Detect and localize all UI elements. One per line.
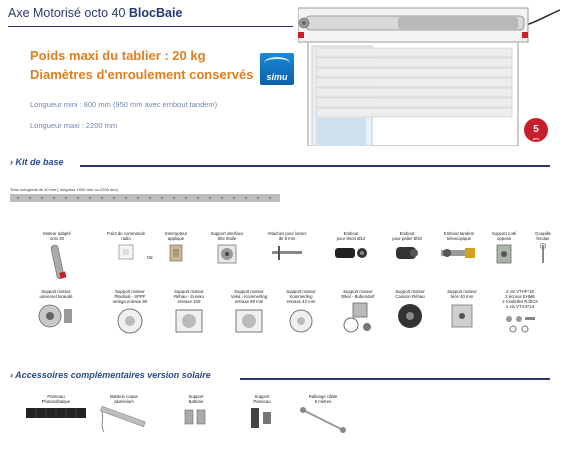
kit-item-plastival-support: Support moteur Plastival - SPPF oméga entraxe 90 [96,289,164,336]
acc-item-panel-support: Support Panneau [240,394,284,430]
end-cap-icon [333,243,369,263]
kit-item-kommerling-support: Support moteur Kommerling entraxe 42 mm [270,289,332,336]
page-title: Axe Motorisé octo 40 BlocBaie [8,6,183,20]
veka-support-icon [232,306,266,336]
plastival-support-icon [113,306,147,336]
title-row [8,6,293,28]
screws-icon [503,311,537,335]
acc-item-solar-panel: Panneau Photovoltaïque [24,394,88,420]
title-underline [8,26,293,27]
tece-support-icon [447,301,477,331]
kit-item-opposite-support: Support coté opposé [486,231,522,265]
pin-icon [538,243,548,265]
window-illustration [298,6,560,146]
octagonal-tube-icon [10,194,280,202]
kit-item-star-support: Support interface tête étoile [202,231,252,265]
spec-length-min: Longueur mini : 800 mm (950 mm avec embout tandem) [30,100,218,109]
section-accessories-rule [240,378,550,380]
kit-item-bearing-cap: Embout pour palier Ø18 [384,231,430,263]
warranty-unit: ans [532,136,540,141]
kit-item-tece-support: Support moteur técé 40 mm [436,289,488,331]
motor-icon [44,243,70,283]
headline-weight: Poids maxi du tablier : 20 kg [30,48,206,63]
kit-item-remote: Point de commande radio [96,231,156,261]
tube-label: Tube octogonal de 40 mm ( longueur 1500 mm ou 2200 mm) [10,187,118,192]
opposite-support-icon [494,243,514,265]
switch-icon [167,243,185,263]
kit-item-veka-support: Support moteur Veka - Kommerling entraxe 90 mm [218,289,280,336]
section-kit-rule [80,165,550,167]
caisson-support-icon [395,301,425,331]
kit-item-caisson-support: Support moteur Caisson Réhau [382,289,438,331]
acc-item-battery-support: Support Batterie [174,394,218,428]
panel-support-icon [247,406,277,430]
tandem-end-icon [439,243,479,263]
battery-support-icon [183,406,209,428]
rehau-support-icon [172,306,206,336]
universal-support-icon [36,301,76,331]
battery-icon [96,406,152,434]
star-support-icon [215,243,239,265]
solar-panel-icon [25,406,87,420]
kit-item-elkel-support: Support moteur Elkel - Bubendorf [330,289,386,337]
kit-item-universal-support: Support moteur universel taraudé [26,289,86,331]
kit-item-screws: 2 vis VTHF*16 2 écrous EHM6 2 rondelles RJZC6 1 vis VT3.5*13 [490,289,550,335]
remote-icon [117,243,135,261]
kit-item-end-cap: Embout pour téton Ø12 [328,231,374,263]
acc-item-cable: Rallonge câble 5 mètres [298,394,348,434]
bearing-cap-icon [392,243,422,263]
or-text: ou [147,255,153,261]
section-kit-title: › Kit de base [10,157,64,167]
kommerling-support-icon [285,306,317,336]
attachment-icon [270,243,304,263]
kit-item-motor: Moteur adapté octo 40 [32,231,82,283]
kit-item-tandem-end: Embout tandem télescopique [436,231,482,263]
kit-item-attachments: Attaches pour lames de 8 mm [260,231,314,263]
acc-item-battery: Batterie coque aluminium [94,394,154,434]
warranty-years: 5 [533,124,539,135]
headline-diameters: Diamètres d'enroulement conservés [30,67,254,82]
section-accessories-title: › Accessoires complémentaires version solaire [10,370,211,380]
kit-item-pin: Goupille fendue [526,231,560,265]
elkel-support-icon [341,301,375,337]
simu-logo: simu [260,53,294,85]
cable-icon [299,406,347,434]
kit-item-switch: Interrupteur applique [156,231,196,263]
spec-length-max: Longueur maxi : 2200 mm [30,121,118,130]
kit-item-rehau-support: Support moteur Réhau - Eureko entraxe 100 [158,289,220,336]
